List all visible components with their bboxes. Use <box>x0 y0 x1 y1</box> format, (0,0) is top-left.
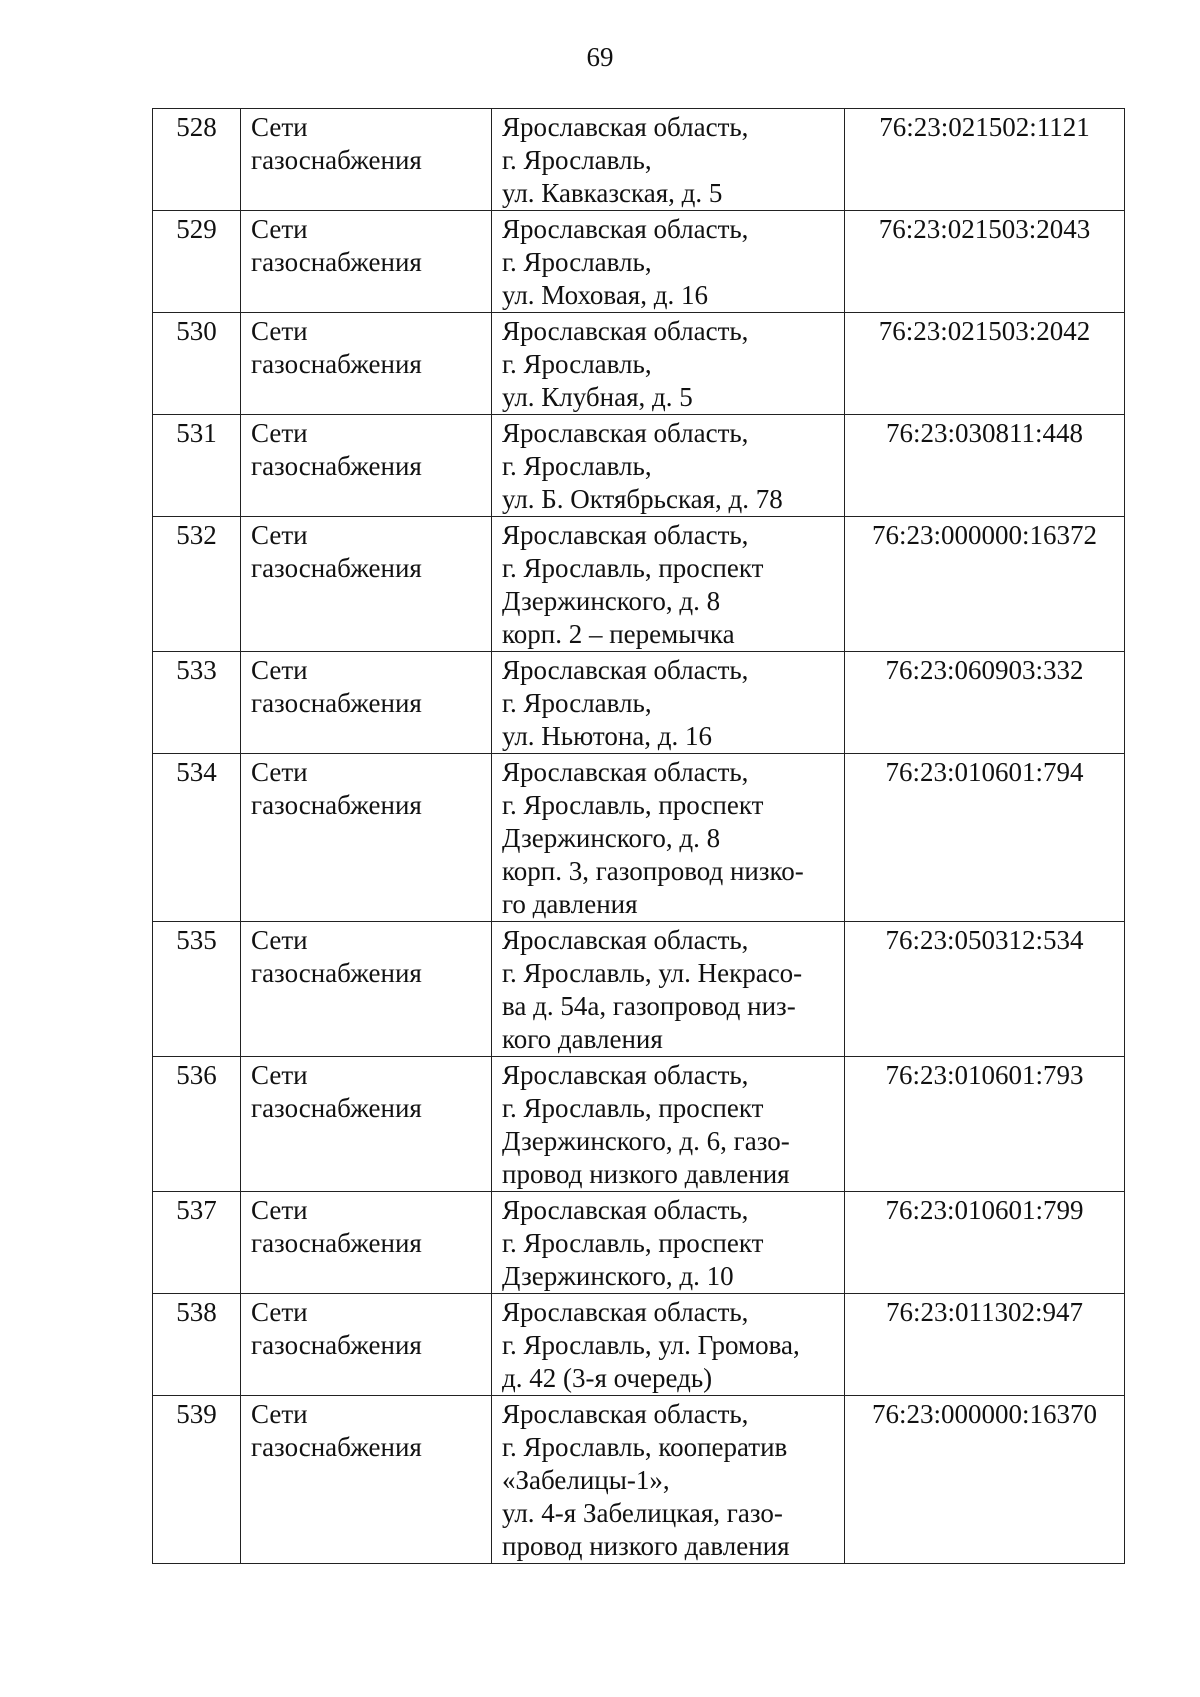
address-line: корп. 3, газопровод низко- <box>502 856 804 886</box>
cadastral-number-cell: 76:23:050312:534 <box>845 922 1125 1057</box>
table-row <box>153 1192 1125 1294</box>
address-line: Ярославская область, <box>502 418 749 448</box>
object-name-line: газоснабжения <box>251 790 422 820</box>
object-name-line: Сети <box>251 655 308 685</box>
table-row <box>153 922 1125 1057</box>
cadastral-number-cell: 76:23:021503:2042 <box>845 313 1125 415</box>
address-cell <box>492 1192 845 1294</box>
cadastral-number-cell: 76:23:060903:332 <box>845 652 1125 754</box>
row-number-cell: 533 <box>153 652 241 754</box>
object-name-line: Сети <box>251 1399 308 1429</box>
address-cell <box>492 211 845 313</box>
address-line: г. Ярославль, проспект <box>502 553 764 583</box>
address-line: ул. Моховая, д. 16 <box>502 280 708 310</box>
address-line: г. Ярославль, проспект <box>502 1093 764 1123</box>
address-line: Ярославская область, <box>502 112 749 142</box>
object-name-line: Сети <box>251 757 308 787</box>
address-line: ул. Ньютона, д. 16 <box>502 721 713 751</box>
object-name-line: газоснабжения <box>251 145 422 175</box>
object-name-line: Сети <box>251 1297 308 1327</box>
object-name-cell <box>241 1192 492 1294</box>
table-row <box>153 652 1125 754</box>
address-line: ул. Б. Октябрьская, д. 78 <box>502 484 783 514</box>
object-name-cell <box>241 1057 492 1192</box>
cadastral-number-cell: 76:23:010601:794 <box>845 754 1125 922</box>
address-cell <box>492 652 845 754</box>
address-line: Дзержинского, д. 10 <box>502 1261 734 1291</box>
address-line: г. Ярославль, кооператив <box>502 1432 788 1462</box>
cadastral-number-cell: 76:23:010601:793 <box>845 1057 1125 1192</box>
registry-table <box>152 108 1125 1564</box>
address-line: Ярославская область, <box>502 1297 749 1327</box>
row-number-cell: 537 <box>153 1192 241 1294</box>
cadastral-number-cell: 76:23:000000:16370 <box>845 1396 1125 1564</box>
row-number-cell: 534 <box>153 754 241 922</box>
object-name-cell <box>241 313 492 415</box>
address-line: ул. 4-я Забелицкая, газо- <box>502 1498 783 1528</box>
address-line: Ярославская область, <box>502 316 749 346</box>
cadastral-number-cell: 76:23:021502:1121 <box>845 109 1125 211</box>
address-line: Ярославская область, <box>502 1399 749 1429</box>
object-name-cell <box>241 211 492 313</box>
cadastral-number-cell: 76:23:010601:799 <box>845 1192 1125 1294</box>
table-row <box>153 415 1125 517</box>
object-name-cell <box>241 1294 492 1396</box>
address-line: г. Ярославль, ул. Некрасо- <box>502 958 803 988</box>
address-line: Ярославская область, <box>502 520 749 550</box>
address-line: г. Ярославль, проспект <box>502 1228 764 1258</box>
address-cell <box>492 1396 845 1564</box>
address-line: г. Ярославль, <box>502 451 652 481</box>
address-line: кого давления <box>502 1024 663 1054</box>
address-line: провод низкого давления <box>502 1531 790 1561</box>
registry-table-body <box>153 109 1125 1564</box>
address-line: г. Ярославль, проспект <box>502 790 764 820</box>
cadastral-number-cell: 76:23:011302:947 <box>845 1294 1125 1396</box>
object-name-line: Сети <box>251 520 308 550</box>
object-name-line: газоснабжения <box>251 349 422 379</box>
table-row <box>153 109 1125 211</box>
object-name-cell <box>241 652 492 754</box>
address-line: г. Ярославль, <box>502 688 652 718</box>
row-number-cell: 536 <box>153 1057 241 1192</box>
row-number-cell: 530 <box>153 313 241 415</box>
address-cell <box>492 922 845 1057</box>
address-line: г. Ярославль, <box>502 247 652 277</box>
address-line: ул. Клубная, д. 5 <box>502 382 693 412</box>
table-row <box>153 754 1125 922</box>
cadastral-number-cell: 76:23:000000:16372 <box>845 517 1125 652</box>
object-name-line: Сети <box>251 214 308 244</box>
table-row <box>153 211 1125 313</box>
address-line: Ярославская область, <box>502 214 749 244</box>
address-cell <box>492 415 845 517</box>
table-row <box>153 1294 1125 1396</box>
object-name-line: газоснабжения <box>251 1228 422 1258</box>
address-line: провод низкого давления <box>502 1159 790 1189</box>
table-row <box>153 1057 1125 1192</box>
object-name-line: газоснабжения <box>251 958 422 988</box>
address-line: д. 42 (3-я очередь) <box>502 1363 713 1393</box>
object-name-line: газоснабжения <box>251 451 422 481</box>
row-number-cell: 532 <box>153 517 241 652</box>
object-name-cell <box>241 109 492 211</box>
row-number-cell: 529 <box>153 211 241 313</box>
table-row <box>153 313 1125 415</box>
address-line: Ярославская область, <box>502 757 749 787</box>
address-line: Ярославская область, <box>502 1060 749 1090</box>
address-line: Ярославская область, <box>502 1195 749 1225</box>
object-name-line: газоснабжения <box>251 247 422 277</box>
page-number: 69 <box>586 42 614 72</box>
address-cell <box>492 313 845 415</box>
object-name-line: Сети <box>251 316 308 346</box>
row-number-cell: 531 <box>153 415 241 517</box>
object-name-line: Сети <box>251 112 308 142</box>
row-number-cell: 538 <box>153 1294 241 1396</box>
row-number-cell: 535 <box>153 922 241 1057</box>
object-name-line: газоснабжения <box>251 1330 422 1360</box>
row-number-cell: 528 <box>153 109 241 211</box>
cadastral-number-cell: 76:23:030811:448 <box>845 415 1125 517</box>
object-name-line: газоснабжения <box>251 688 422 718</box>
table-row <box>153 1396 1125 1564</box>
object-name-cell <box>241 1396 492 1564</box>
object-name-cell <box>241 517 492 652</box>
address-cell <box>492 1057 845 1192</box>
address-line: г. Ярославль, <box>502 349 652 379</box>
address-line: ва д. 54а, газопровод низ- <box>502 991 796 1021</box>
object-name-line: Сети <box>251 1060 308 1090</box>
address-line: Ярославская область, <box>502 925 749 955</box>
address-cell <box>492 109 845 211</box>
address-line: г. Ярославль, ул. Громова, <box>502 1330 800 1360</box>
object-name-line: Сети <box>251 925 308 955</box>
address-line: корп. 2 – перемычка <box>502 619 735 649</box>
address-line: Дзержинского, д. 8 <box>502 823 721 853</box>
row-number-cell: 539 <box>153 1396 241 1564</box>
object-name-cell <box>241 415 492 517</box>
address-line: ул. Кавказская, д. 5 <box>502 178 723 208</box>
address-line: «Забелицы-1», <box>502 1465 670 1495</box>
object-name-cell <box>241 754 492 922</box>
address-line: Дзержинского, д. 8 <box>502 586 721 616</box>
address-cell <box>492 1294 845 1396</box>
object-name-line: газоснабжения <box>251 1093 422 1123</box>
address-line: го давления <box>502 889 638 919</box>
address-line: Ярославская область, <box>502 655 749 685</box>
address-cell <box>492 517 845 652</box>
address-line: Дзержинского, д. 6, газо- <box>502 1126 790 1156</box>
object-name-line: газоснабжения <box>251 1432 422 1462</box>
cadastral-number-cell: 76:23:021503:2043 <box>845 211 1125 313</box>
table-row <box>153 517 1125 652</box>
object-name-line: Сети <box>251 1195 308 1225</box>
object-name-line: Сети <box>251 418 308 448</box>
object-name-cell <box>241 922 492 1057</box>
address-line: г. Ярославль, <box>502 145 652 175</box>
object-name-line: газоснабжения <box>251 553 422 583</box>
address-cell <box>492 754 845 922</box>
